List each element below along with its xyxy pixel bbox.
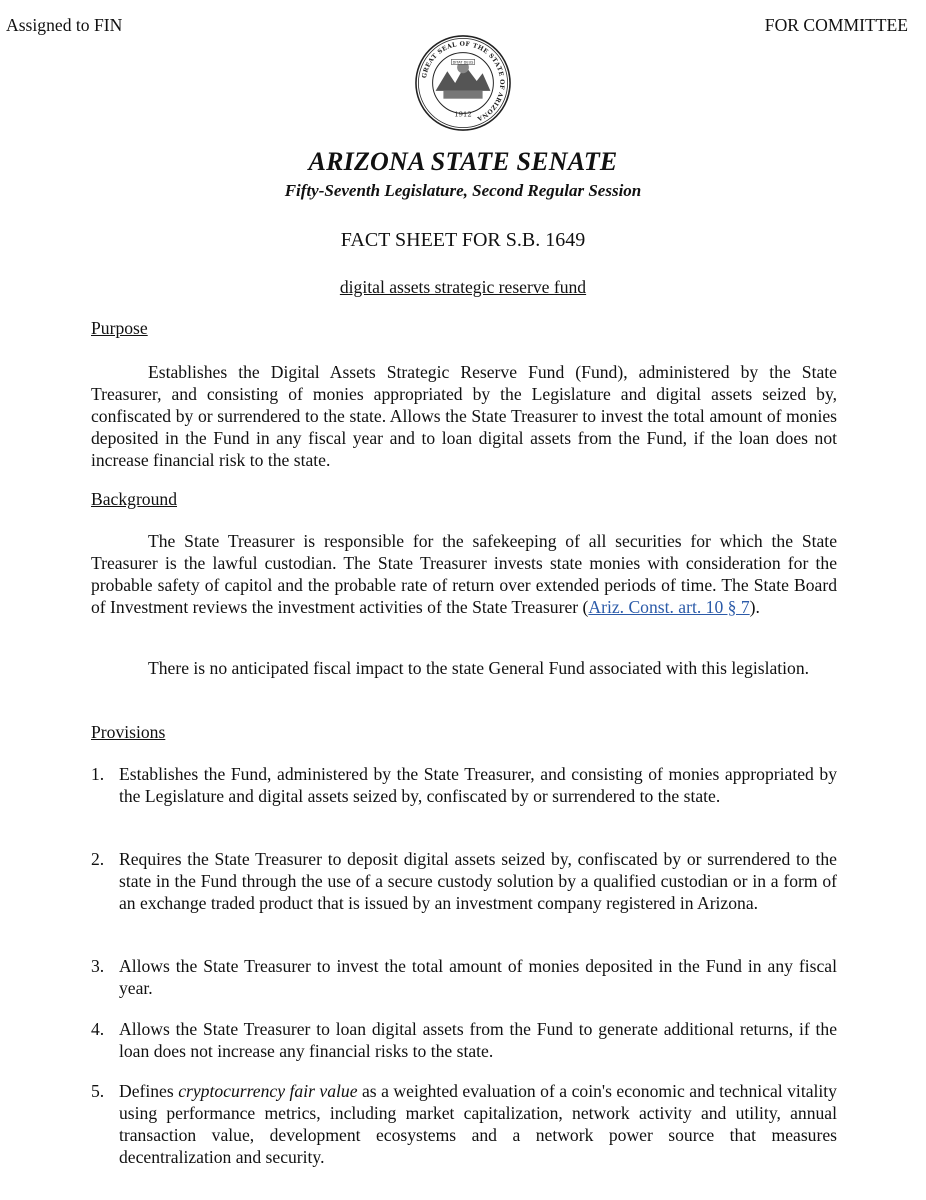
provision-number: 2. (91, 849, 105, 869)
background-paragraph-2: There is no anticipated fiscal impact to the state General Fund associated with this legislation. (148, 658, 810, 678)
provision-number: 3. (91, 956, 105, 976)
provision-text: Establishes the Fund, administered by the State Treasurer, and consisting of monies appropriated by the Legislature and digital assets seized by, confiscated by or surrendered to the state. (119, 764, 837, 806)
provisions-heading: Provisions (91, 722, 166, 742)
provision-text-end: as a weighted evaluation of a coin's economic and technical vitality using performance metrics, including market capitalization, network activity and utility, annual transaction value, development ecosystems and a network power source that measures decentralization and security. (119, 1081, 837, 1167)
provision-item (91, 955, 837, 999)
provision-text: Allows the State Treasurer to loan digital assets from the Fund to generate additional returns, if the loan does not increase any financial risks to the state. (119, 1019, 837, 1061)
provision-item (91, 848, 837, 914)
provision-text-start: Defines (119, 1081, 179, 1101)
for-committee-label: FOR COMMITTEE (764, 15, 908, 35)
provision-number: 1. (91, 764, 105, 784)
purpose-heading: Purpose (91, 318, 148, 338)
provision-text (119, 1080, 837, 1168)
fact-sheet-title: FACT SHEET FOR S.B. 1649 (340, 229, 586, 251)
assigned-to-label: Assigned to FIN (6, 15, 123, 35)
provision-item (91, 1018, 837, 1062)
provision-item (91, 1080, 837, 1168)
senate-title: ARIZONA STATE SENATE (308, 147, 618, 176)
provision-item (91, 763, 837, 807)
provision-number: 4. (91, 1019, 105, 1039)
bill-topic: digital assets strategic reserve fund (339, 277, 587, 297)
background-heading: Background (91, 489, 177, 509)
seal-year: 1912 (454, 110, 472, 119)
background-text: The State Treasurer is responsible for the safekeeping of all securities for which the State Treasurer is the lawful custodian. The State Treasurer invests state monies with consideration for the probable safety of capitol and the probable rate of return over extended periods of time. The State Board of Investment reviews the investment activities of the State Treasurer ( (91, 531, 837, 617)
seal-ring-text: GREAT SEAL OF THE STATE OF ARIZONA (421, 40, 506, 123)
provision-number: 5. (91, 1081, 105, 1101)
constitution-link[interactable]: Ariz. Const. art. 10 § 7 (588, 597, 750, 617)
defined-term: cryptocurrency fair value (178, 1081, 358, 1101)
arizona-state-seal (414, 34, 512, 132)
seal-motto: DITAT DEUS (452, 60, 474, 65)
purpose-text: Establishes the Digital Assets Strategic Reserve Fund (Fund), administered by the State Treasurer, and consisting of monies appropriated by the Legislature and digital assets seized by, confiscated by or surrendered to the state. Allows the State Treasurer to invest the total amount of monies deposited in the Fund in any fiscal year and to loan digital assets from the Fund, if the loan does not increase financial risk to the state. (91, 362, 837, 470)
background-paragraph-1 (91, 530, 837, 618)
session-subtitle: Fifty-Seventh Legislature, Second Regular Session (284, 181, 642, 200)
provision-text: Allows the State Treasurer to invest the total amount of monies deposited in the Fund in any fiscal year. (119, 956, 837, 998)
background-text-end: ). (749, 597, 760, 617)
provision-text: Requires the State Treasurer to deposit digital assets seized by, confiscated by or surrendered to the state in the Fund through the use of a secure custody solution by a qualified custodian or in a form of an exchange traded product that is issued by an investment company registered in Arizona. (119, 849, 837, 913)
